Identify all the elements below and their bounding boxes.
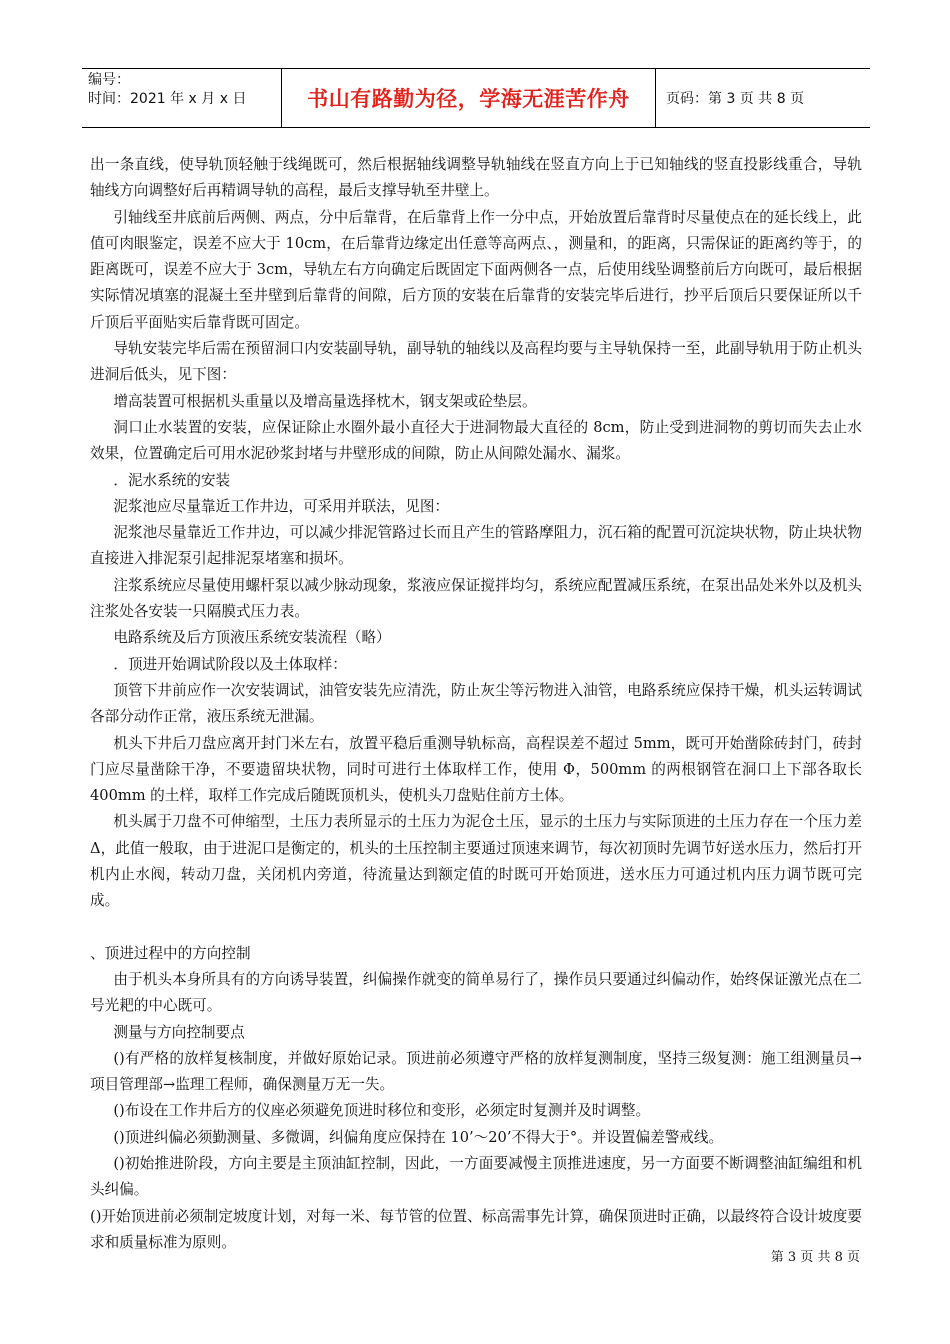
paragraph: 洞口止水装置的安装，应保证除止水圈外最小直径大于进洞物最大直径的 8cm，防止受到进洞物的剪切而失去止水效果，位置确定后可用水泥砂浆封堵与井壁形成的间隙，防止从间隙处漏水、漏浆。 (90, 418, 862, 463)
section-heading: ．泥水系统的安装 (113, 471, 231, 489)
paragraph: 增高装置可根据机头重量以及增高量选择枕木，钢支架或砼垫层。 (113, 392, 537, 410)
paragraph: 引轴线至井底前后两侧、两点，分中后靠背，在后靠背上作一分中点，开始放置后靠背时尽量使点在的延长线上，此值可肉眼鉴定，误差不应大于 10cm，在后靠背边缘定出任意等高两点、，测量和，的距离，只需保证的距离约等于，的距离既可，误差不应大于 3cm，导轨左右方向确定后既固定下面两侧各一点，后使用线坠调整前后方向既可，最后根据实际情况填塞的混凝土至井壁到后靠背的间隙，后方顶的安装在后靠背的安装完毕后进行，抄平后顶后只要保证所以千斤顶后平面贴实后靠背既可固定。 (90, 208, 862, 331)
paragraph: 机头下井后刀盘应离开封门米左右，放置平稳后重测导轨标高，高程误差不超过 5mm，既可开始凿除砖封门，砖封门应尽量凿除干净，不要遗留块状物，同时可进行土体取样工作，使用 Φ，500mm 的两根钢管在洞口上下部各取长 400mm 的土样，取样工作完成后随既顶机头，使机头刀盘贴住前方土体。 (90, 734, 862, 805)
header-page-number: 页码：第 3 页 共 8 页 (666, 91, 805, 107)
list-item: ()有严格的放样复核制度，并做好原始记录。顶进前必须遵守严格的放样复测制度，坚持三级复测：施工组测量员→项目管理部→监理工程师，确保测量万无一失。 (90, 1049, 862, 1094)
section-heading: 测量与方向控制要点 (113, 1023, 245, 1041)
header-meta (82, 69, 282, 127)
page-header (82, 68, 870, 128)
paragraph: 导轨安装完毕后需在预留洞口内安装副导轨，副导轨的轴线以及高程均要与主导轨保持一至，此副导轨用于防止机头进洞后低头，见下图： (90, 340, 862, 384)
paragraph: 注浆系统应尽量使用螺杆泵以减少脉动现象，浆液应保证搅拌均匀，系统应配置减压系统，在泵出品处米外以及机头注浆处各安装一只隔膜式压力表。 (90, 576, 862, 621)
list-item: ()布设在工作井后方的仪座必须避免顶进时移位和变形，必须定时复测并及时调整。 (113, 1102, 651, 1120)
paragraph: 机头属于刀盘不可伸缩型，土压力表所显示的土压力为泥仓土压，显示的土压力与实际顶进的土压力存在一个压力差 Δ，此值一般取，由于进泥口是衡定的，机头的土压控制主要通过顶速来调节，每次初顶时先调节好送水压力，然后打开机内止水阀，转动刀盘，关闭机内旁道，待流量达到额定值的时既可开始顶进，送水压力可通过机内压力调节既可完成。 (90, 813, 862, 910)
paragraph: 顶管下井前应作一次安装调试，油管安装先应清洗，防止灰尘等污物进入油管，电路系统应保持干燥，机头运转调试各部分动作正常，液压系统无泄漏。 (90, 681, 862, 726)
paragraph-spacer (90, 915, 862, 941)
document-number-label: 编号： (88, 72, 130, 88)
paragraph: 由于机头本身所具有的方向诱导装置，纠偏操作就变的简单易行了，操作员只要通过纠偏动作，始终保证激光点在二号光耙的中心既可。 (90, 970, 862, 1015)
list-item: ()初始推进阶段，方向主要是主顶油缸控制，因此，一方面要减慢主顶推进速度，另一方面要不断调整油缸编组和机头纠偏。 (90, 1154, 862, 1199)
document-time-label: 时间：2021 年 x 月 x 日 (88, 91, 247, 107)
header-motto: 书山有路勤为径，学海无涯苦作舟 (282, 69, 656, 127)
paragraph: 电路系统及后方顶液压系统安装流程（略） (113, 629, 391, 647)
paragraph: 出一条直线，使导轨顶轻触于线绳既可，然后根据轴线调整导轨轴线在竖直方向上于已知轴线的竖直投影线重合，导轨轴线方向调整好后再精调导轨的高程，最后支撑导轨至井壁上。 (90, 156, 862, 200)
paragraph: 泥浆池应尽量靠近工作井边，可采用并联法，见图： (113, 497, 450, 515)
document-body (90, 152, 862, 1256)
list-item: ()开始顶进前必须制定坡度计划，对每一米、每节管的位置、标高需事先计算，确保顶进时正确，以最终符合设计坡度要求和质量标准为原则。 (90, 1207, 862, 1251)
page-footer: 第 3 页 共 8 页 (770, 1250, 860, 1265)
paragraph: 泥浆池尽量靠近工作井边，可以减少排泥管路过长而且产生的管路摩阻力，沉石箱的配置可沉淀块状物，防止块状物直接进入排泥泵引起排泥泵堵塞和损坏。 (90, 524, 862, 568)
list-item: ()顶进纠偏必须勤测量、多微调，纠偏角度应保持在 10’～20’不得大于°。并设置偏差警戒线。 (113, 1128, 724, 1146)
section-heading: 、顶进过程中的方向控制 (90, 944, 251, 962)
section-heading: ．顶进开始调试阶段以及土体取样： (113, 655, 347, 673)
